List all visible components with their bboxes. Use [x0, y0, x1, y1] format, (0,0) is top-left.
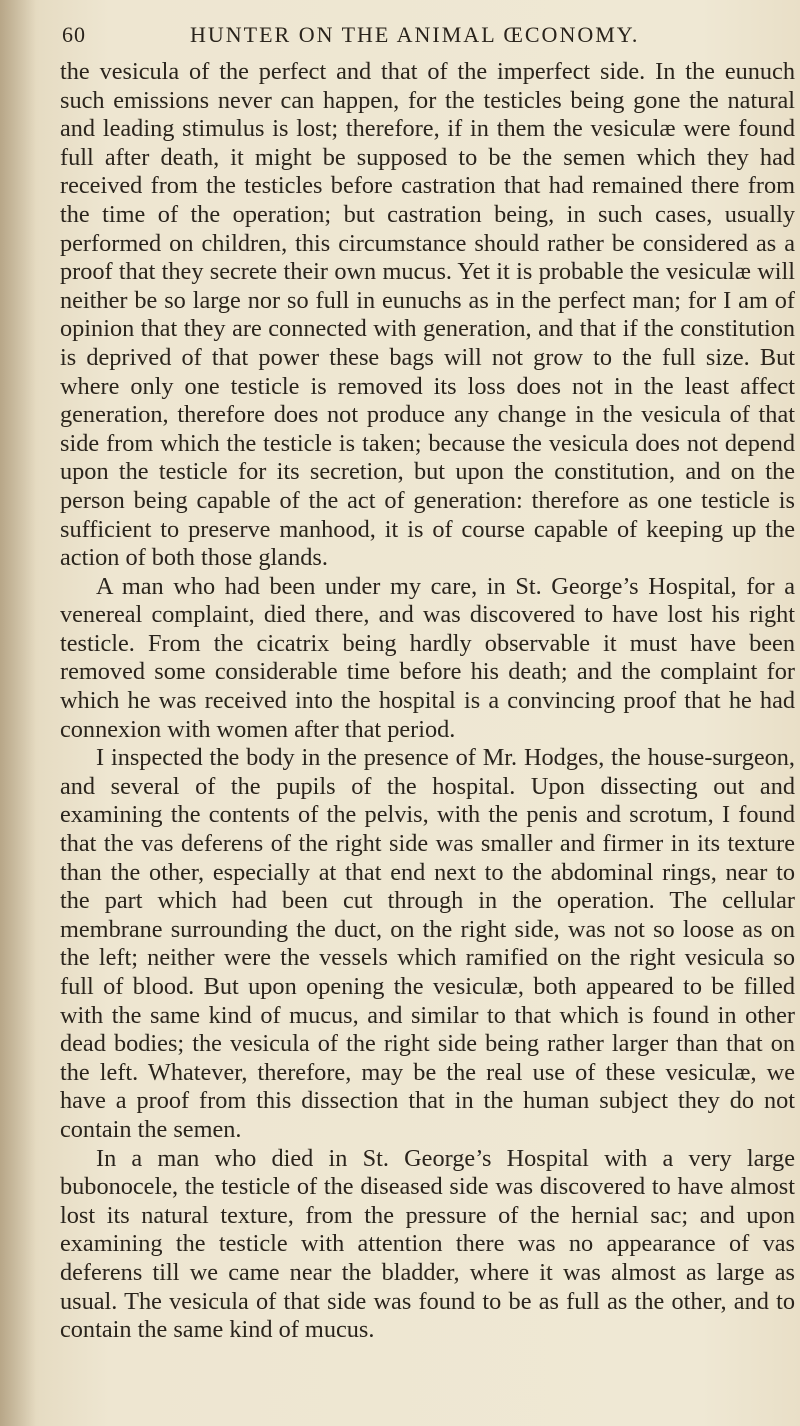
binding-shadow: [0, 0, 36, 1426]
paragraph-4: In a man who died in St. George’s Hospital with a very large bubonocele, the testicle of the diseased side was discovered to have almost lost its natural texture, from the pressure of the hernial sac; and upon examining the testicle with attention there was no appearance of vas deferens till we came near the bladder, where it was almost as large as usual. The vesicula of that side was found to be as full as the other, and to contain the same kind of mucus.: [60, 1144, 795, 1344]
body-text: [60, 58, 795, 1345]
page-number: 60: [62, 22, 86, 47]
paragraph-1: the vesicula of the perfect and that of the imperfect side. In the eunuch such emissions never can happen, for the testicles being gone the natural and leading stimulus is lost; therefore, if in them the vesiculæ were found full after death, it might be supposed to be the semen which they had received from the testicles before castration that had remained there from the time of the operation; but castration being, in such cases, usually performed on children, this circumstance should rather be considered as a proof that they secrete their own mucus. Yet it is probable the vesiculæ will neither be so large nor so full in eunuchs as in the perfect man; for I am of opinion that they are connected with generation, and that if the constitution is deprived of that power these bags will not grow to the full size. But where only one testicle is removed its loss does not in the least affect generation, therefore does not produce any change in the vesicula of that side from which the testicle is taken; because the vesicula does not depend upon the testicle for its secretion, but upon the constitution, and on the person being capable of the act of generation: therefore as one testicle is sufficient to preserve manhood, it is of course capable of keeping up the action of both those glands.: [60, 58, 795, 572]
paragraph-2: A man who had been under my care, in St. George’s Hospital, for a venereal complaint, died there, and was discovered to have lost his right testicle. From the cicatrix being hardly observable it must have been removed some considerable time before his death; and the complaint for which he was received into the hospital is a convincing proof that he had connexion with women after that period.: [60, 572, 795, 743]
running-title: HUNTER ON THE ANIMAL ŒCONOMY.: [190, 22, 640, 47]
paragraph-3: I inspected the body in the presence of Mr. Hodges, the house-surgeon, and several of the pupils of the hospital. Upon dissecting out and examining the contents of the pelvis, with the penis and scrotum, I found that the vas deferens of the right side was smaller and firmer in its texture than the other, especially at that end next to the abdominal rings, near to the part which had been cut through in the operation. The cellular membrane surrounding the duct, on the right side, was not so loose as on the left; neither were the vessels which ramified on the right vesicula so full of blood. But upon opening the vesiculæ, both appeared to be filled with the same kind of mucus, and similar to that which is found in other dead bodies; the vesicula of the right side being rather larger than that on the left. Whatever, therefore, may be the real use of these vesiculæ, we have a proof from this dissection that in the human subject they do not contain the semen.: [60, 744, 795, 1143]
running-head: [60, 18, 780, 58]
